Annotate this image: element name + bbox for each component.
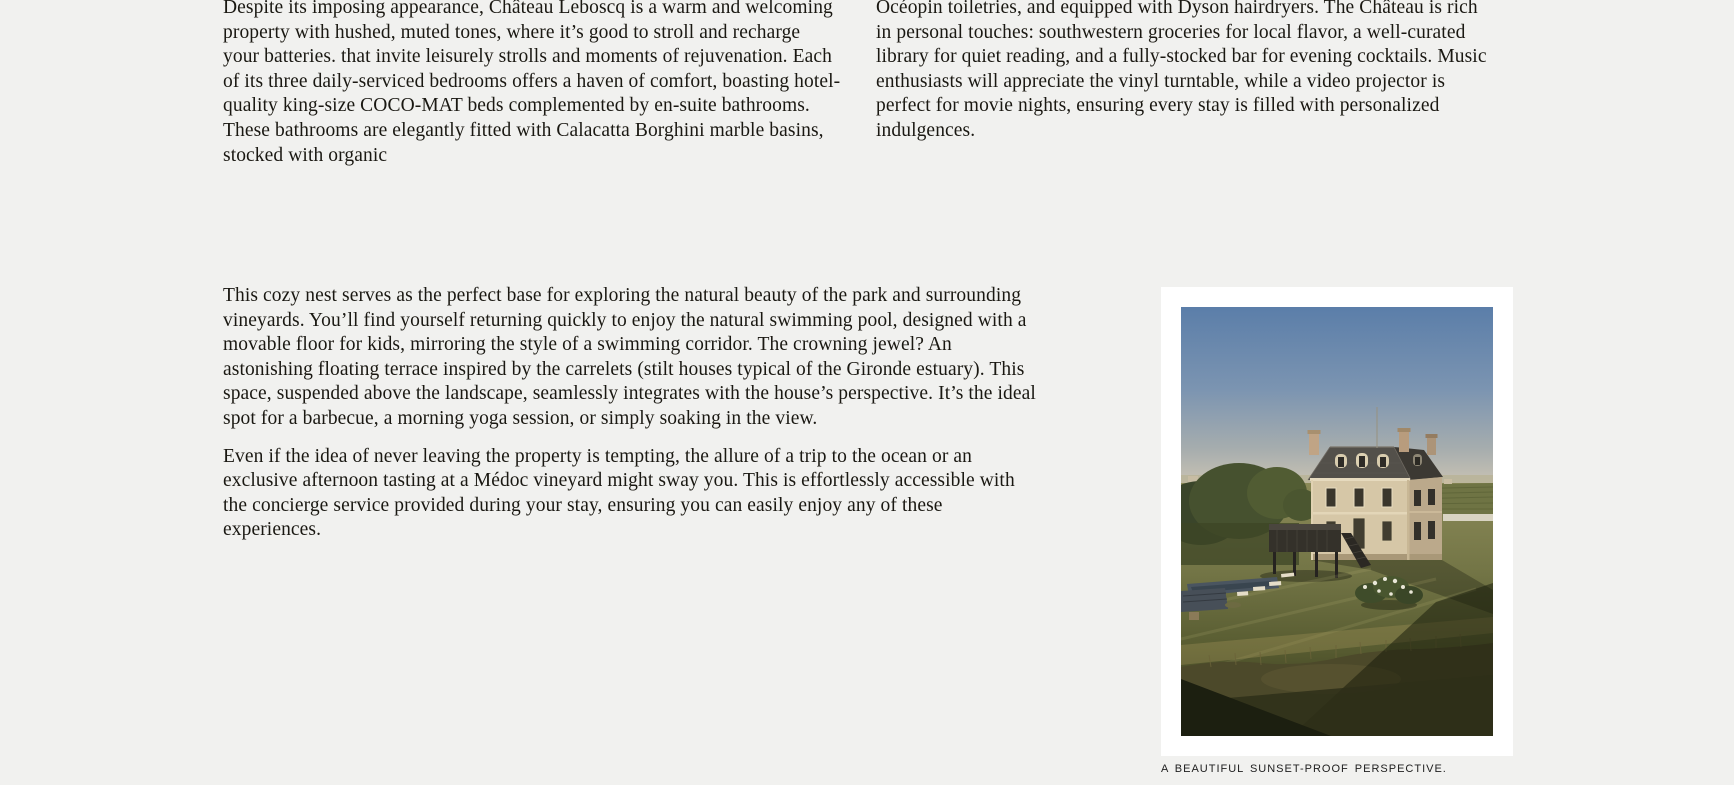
intro-column-left: Despite its imposing appearance, Château Leboscq is a warm and welcoming property with hushed, muted tones, where it’s good to stroll and recharge your batteries. that invite leisurely strolls and moments of rejuvenation. Each of its three daily-serviced bedrooms offers a haven of comfort, boasting hotel-quality king-size COCO-MAT beds complemented by en-suite bathrooms. These bathrooms are elegantly fitted with Calacatta Borghini marble basins, stocked with organic [223, 0, 841, 166]
intro-column-right: Océopin toiletries, and equipped with Dyson hairdryers. The Château is rich in personal touches: southwestern groceries for local flavor, a well-curated library for quiet reading, and a fully-stocked bar for evening cocktails. Music enthusiasts will appreciate the vinyl turntable, while a video projector is perfect for movie nights, ensuring every stay is filled with personalized indulgences. [876, 0, 1487, 141]
photo-frame[interactable] [1161, 287, 1513, 756]
feature-paragraph-2: Even if the idea of never leaving the property is tempting, the allure of a trip to the ocean or an exclusive afternoon tasting at a Médoc vineyard might sway you. This is effortlessly accessible with the concierge service provided during your stay, ensuring you can easily enjoy any of these experiences. [223, 445, 1015, 541]
chateau-aerial-photo[interactable] [1181, 307, 1493, 736]
chateau-figure [1161, 287, 1513, 775]
feature-paragraphs [223, 284, 1041, 556]
feature-paragraph-1: This cozy nest serves as the perfect base for exploring the natural beauty of the park and surrounding vineyards. You’ll find yourself returning quickly to enjoy the natural swimming pool, designed with a movable floor for kids, mirroring the style of a swimming corridor. The crowning jewel? An astonishing floating terrace inspired by the carrelets (stilt houses typical of the Gironde estuary). This space, suspended above the landscape, seamlessly integrates with the house’s perspective. It’s the ideal spot for a barbecue, a morning yoga session, or simply soaking in the view. [223, 285, 1036, 429]
photo-caption: A BEAUTIFUL SUNSET-PROOF PERSPECTIVE. [1161, 763, 1447, 775]
intro-columns [223, 0, 1494, 168]
